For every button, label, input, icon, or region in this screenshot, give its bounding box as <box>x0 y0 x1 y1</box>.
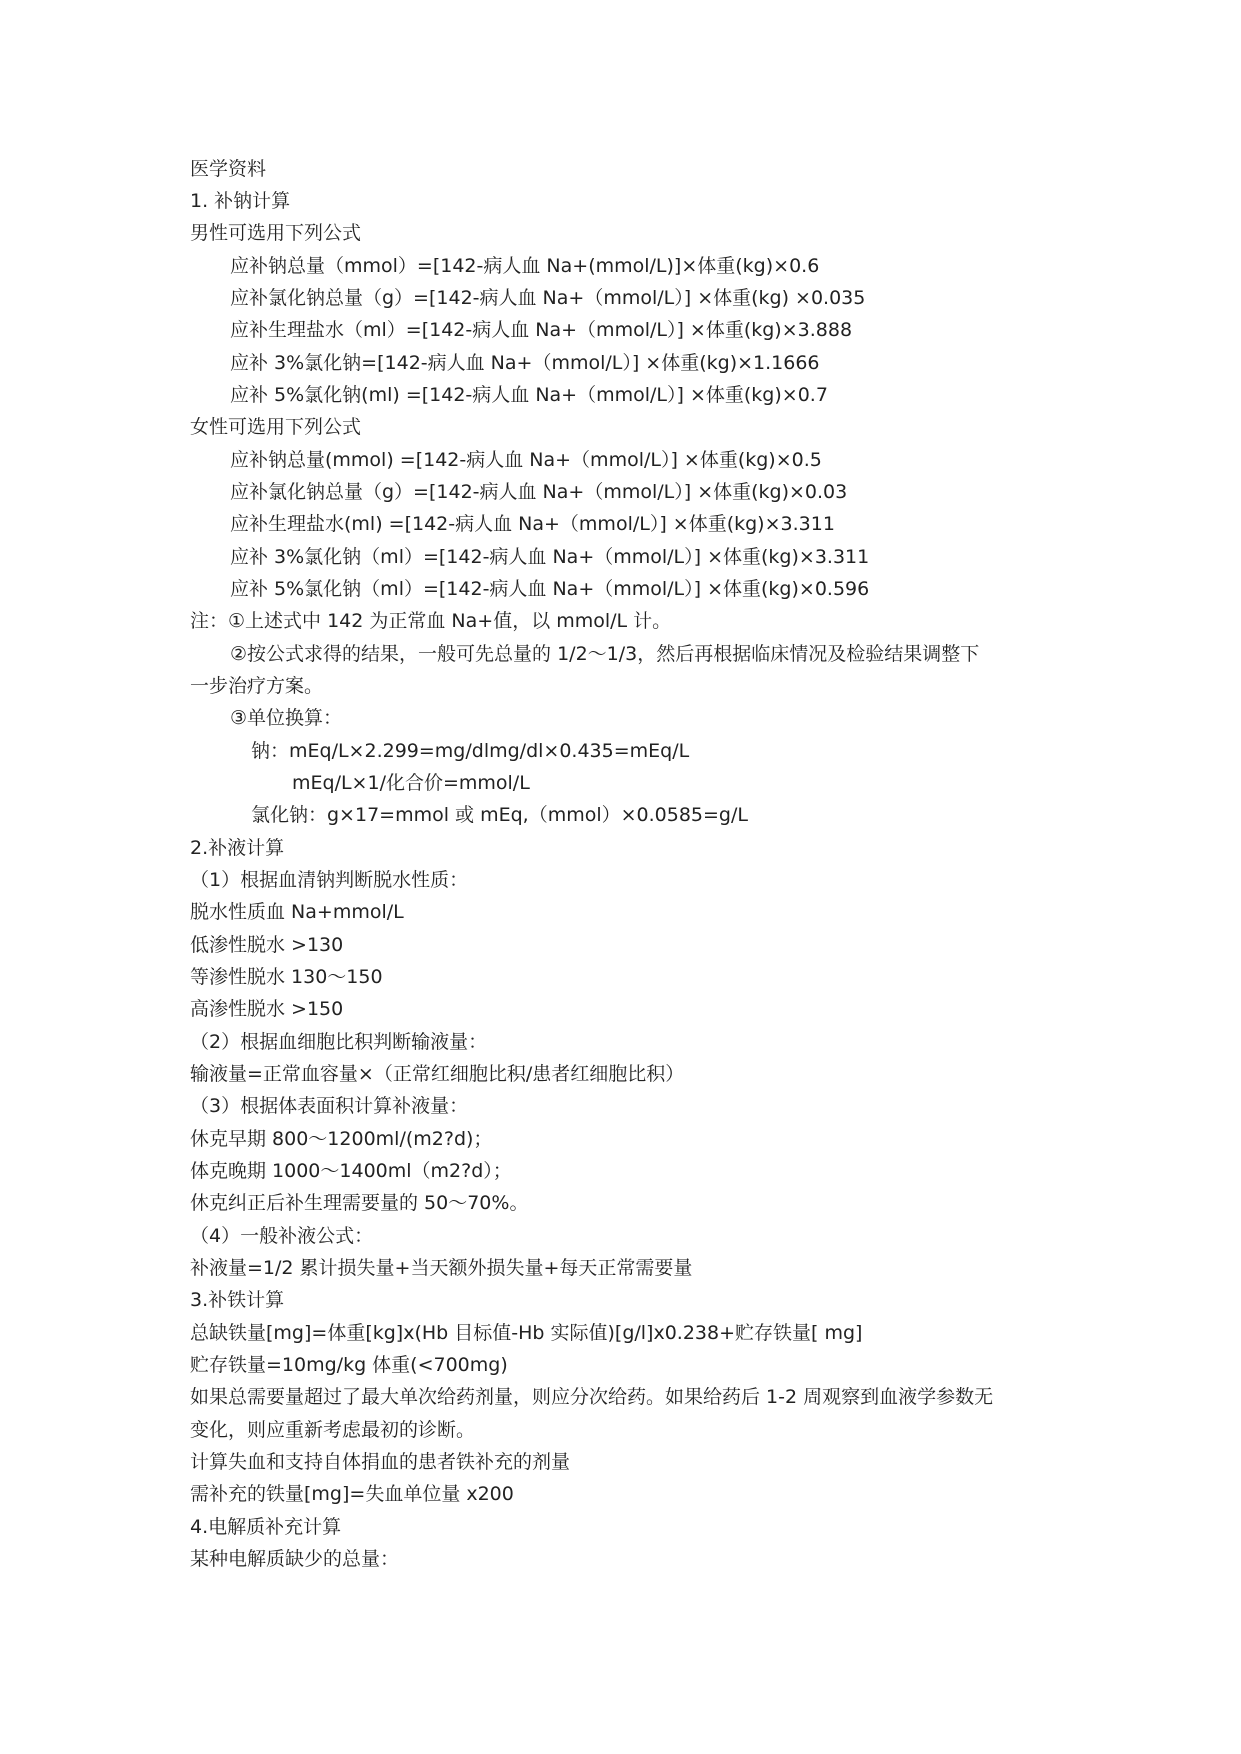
body-line: 变化，则应重新考虑最初的诊断。 <box>190 1419 476 1441</box>
formula-line: 应补钠总量（mmol）=[142-病人血 Na+(mmol/L)]×体重(kg)×0.6 <box>230 255 820 277</box>
body-line: （2）根据血细胞比积判断输液量： <box>190 1031 488 1053</box>
body-line: （1）根据血清钠判断脱水性质： <box>190 869 469 891</box>
section-heading-iron: 3.补铁计算 <box>190 1289 285 1311</box>
formula-line: 应补氯化钠总量（g）=[142-病人血 Na+（mmol/L）] ×体重(kg) ×0.035 <box>230 287 866 309</box>
doc-title: 医学资料 <box>190 158 267 180</box>
body-line: 输液量=正常血容量×（正常红细胞比积/患者红细胞比积） <box>190 1063 685 1085</box>
body-line: 高渗性脱水 >150 <box>190 998 344 1020</box>
conversion-line: 钠：mEq/L×2.299=mg/dlmg/dl×0.435=mEq/L <box>251 740 690 762</box>
body-line: 某种电解质缺少的总量： <box>190 1548 400 1570</box>
formula-line: 应补生理盐水（ml）=[142-病人血 Na+（mmol/L）] ×体重(kg)×3.888 <box>230 319 853 341</box>
body-line: （3）根据体表面积计算补液量： <box>190 1095 469 1117</box>
body-line: 休克纠正后补生理需要量的 50～70%。 <box>190 1192 529 1214</box>
body-line: 休克早期 800～1200ml/(m2?d)； <box>190 1128 493 1150</box>
male-intro: 男性可选用下列公式 <box>190 222 362 244</box>
formula-line: 应补生理盐水(ml) =[142-病人血 Na+（mmol/L）] ×体重(kg)×3.311 <box>230 513 835 535</box>
body-line: 低渗性脱水 >130 <box>190 934 344 956</box>
body-line: 脱水性质血 Na+mmol/L <box>190 901 404 923</box>
body-line: 需补充的铁量[mg]=失血单位量 x200 <box>190 1483 514 1505</box>
conversion-line: mEq/L×1/化合价=mmol/L <box>292 772 530 794</box>
note-line: 注：①上述式中 142 为正常血 Na+值，以 mmol/L 计。 <box>190 610 672 632</box>
body-line: 补液量=1/2 累计损失量+当天额外损失量+每天正常需要量 <box>190 1257 693 1279</box>
female-intro: 女性可选用下列公式 <box>190 416 362 438</box>
body-line: 体克晚期 1000～1400ml（m2?d）； <box>190 1160 512 1182</box>
formula-line: 应补氯化钠总量（g）=[142-病人血 Na+（mmol/L）] ×体重(kg)×0.03 <box>230 481 848 503</box>
formula-line: 应补 5%氯化钠（ml）=[142-病人血 Na+（mmol/L）] ×体重(kg)×0.596 <box>230 578 870 600</box>
formula-line: 应补 3%氯化钠=[142-病人血 Na+（mmol/L）] ×体重(kg)×1.1666 <box>230 352 820 374</box>
formula-line: 应补 3%氯化钠（ml）=[142-病人血 Na+（mmol/L）] ×体重(kg)×3.311 <box>230 546 870 568</box>
section-heading-fluid: 2.补液计算 <box>190 837 285 859</box>
body-line: 总缺铁量[mg]=体重[kg]x(Hb 目标值-Hb 实际值)[g/l]x0.238+贮存铁量[ mg] <box>190 1322 863 1344</box>
note-line: ③单位换算： <box>230 707 343 729</box>
body-line: 贮存铁量=10mg/kg 体重(<700mg) <box>190 1354 508 1376</box>
section-heading-sodium: 1. 补钠计算 <box>190 190 291 212</box>
body-line: （4）一般补液公式： <box>190 1225 374 1247</box>
body-line: 等渗性脱水 130～150 <box>190 966 383 988</box>
note-line: ②按公式求得的结果，一般可先总量的 1/2～1/3，然后再根据临床情况及检验结果调整下 <box>230 643 980 665</box>
formula-line: 应补 5%氯化钠(ml) =[142-病人血 Na+（mmol/L）] ×体重(kg)×0.7 <box>230 384 828 406</box>
formula-line: 应补钠总量(mmol) =[142-病人血 Na+（mmol/L）] ×体重(kg)×0.5 <box>230 449 822 471</box>
note-line: 一步治疗方案。 <box>190 675 324 697</box>
body-line: 如果总需要量超过了最大单次给药剂量，则应分次给药。如果给药后 1-2 周观察到血液学参数无 <box>190 1386 994 1408</box>
body-line: 计算失血和支持自体捐血的患者铁补充的剂量 <box>190 1451 571 1473</box>
section-heading-electrolyte: 4.电解质补充计算 <box>190 1516 342 1538</box>
conversion-line: 氯化钠：g×17=mmol 或 mEq,（mmol）×0.0585=g/L <box>251 804 748 826</box>
